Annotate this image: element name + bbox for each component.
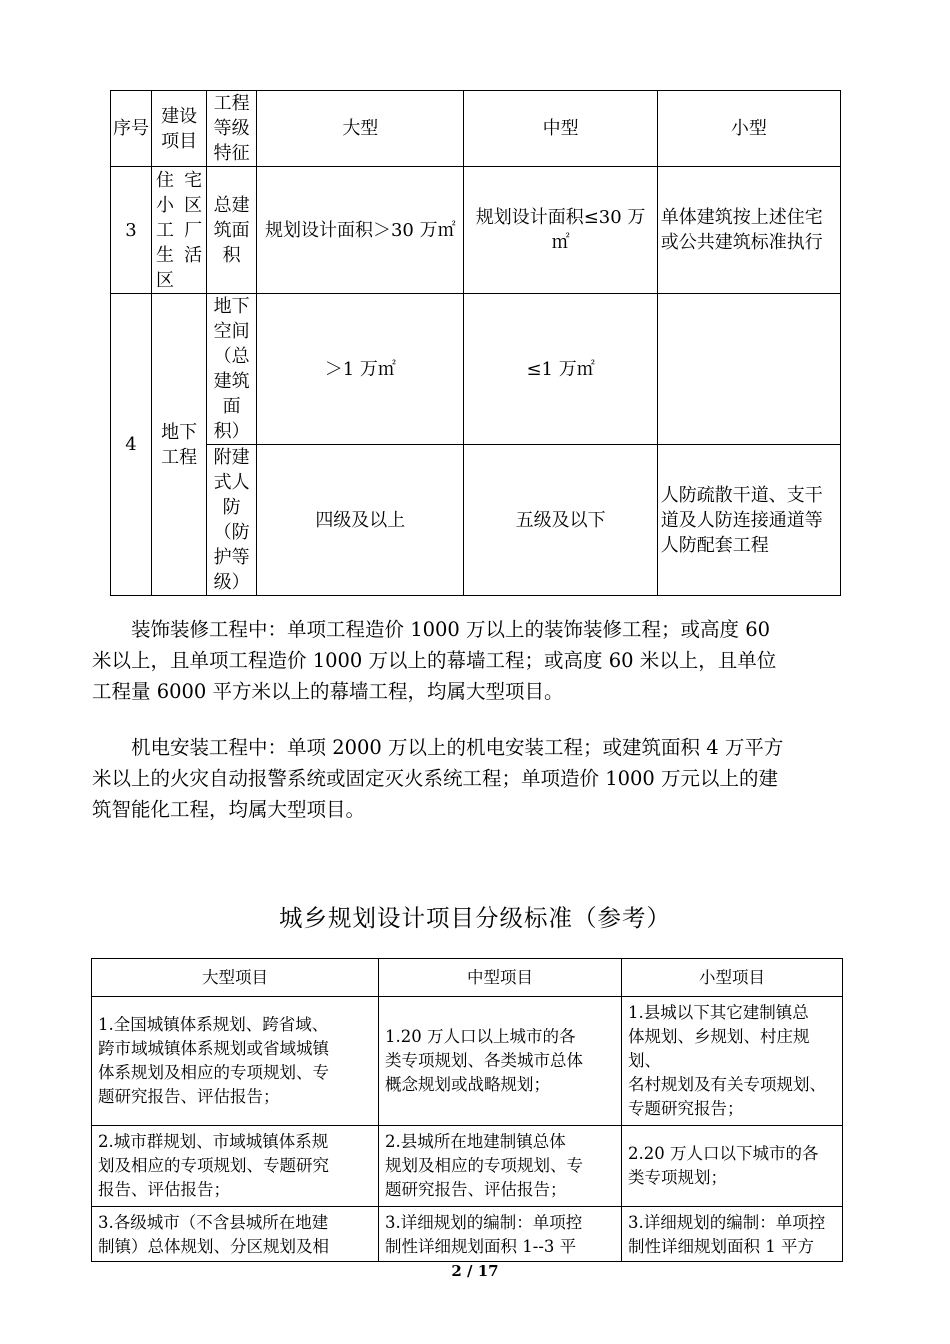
table-row [111, 294, 841, 445]
row4-sub1-large: ＞1 万㎡ [257, 294, 464, 445]
table-header-row [111, 91, 841, 167]
row3-medium: 规划设计面积≤30 万 ㎡ [464, 167, 657, 294]
row4-sub1-feature: 地下 空间 （总 建筑 面 积） [207, 294, 257, 445]
header-large: 大型 [257, 91, 464, 167]
table-row [92, 1207, 843, 1262]
header-no: 序号 [111, 91, 152, 167]
row3-no: 3 [111, 167, 152, 294]
header-medium-project: 中型项目 [379, 959, 622, 997]
row1-large: 1.全国城镇体系规划、跨省域、 跨市域城镇体系规划或省域城镇 体系规划及相应的专项规划、专 题研究报告、评估报告； [92, 997, 379, 1126]
engineering-grade-table [110, 90, 841, 596]
planning-grade-table [91, 958, 843, 1262]
row2-small: 2.20 万人口以下城市的各 类专项规划； [622, 1126, 843, 1207]
table-row [111, 445, 841, 596]
row4-sub2-medium: 五级及以下 [464, 445, 657, 596]
row4-sub2-feature: 附建 式人 防 （防 护等 级） [207, 445, 257, 596]
page-number: 2 / 17 [451, 1262, 499, 1280]
table-row [92, 1126, 843, 1207]
row1-small: 1.县城以下其它建制镇总 体规划、乡规划、村庄规划、 名村规划及有关专项规划、 专题研究报告； [622, 997, 843, 1126]
header-item: 建设 项目 [152, 91, 207, 167]
row4-sub1-small [657, 294, 840, 445]
row2-large: 2.城市群规划、市域城镇体系规 划及相应的专项规划、专题研究 报告、评估报告； [92, 1126, 379, 1207]
row4-sub1-medium: ≤1 万㎡ [464, 294, 657, 445]
table-header-row [92, 959, 843, 997]
header-large-project: 大型项目 [92, 959, 379, 997]
row3-large: 规划设计面积＞30 万㎡ [257, 167, 464, 294]
table-row [111, 167, 841, 294]
row3-item: 住 宅 小 区 工 厂 生 活 区 [152, 167, 207, 294]
header-small-project: 小型项目 [622, 959, 843, 997]
row4-sub2-small: 人防疏散干道、支干 道及人防连接通道等 人防配套工程 [657, 445, 840, 596]
row3-small: 3.详细规划的编制：单项控 制性详细规划面积 1 平方 [622, 1207, 843, 1262]
table-row [92, 997, 843, 1126]
row2-medium: 2.县城所在地建制镇总体 规划及相应的专项规划、专 题研究报告、评估报告； [379, 1126, 622, 1207]
header-feature: 工程 等级 特征 [207, 91, 257, 167]
row3-small: 单体建筑按上述住宅 或公共建筑标准执行 [657, 167, 840, 294]
row3-feature: 总建 筑面 积 [207, 167, 257, 294]
row4-no: 4 [111, 294, 152, 596]
row4-sub2-large: 四级及以上 [257, 445, 464, 596]
decoration-paragraph: 装饰装修工程中：单项工程造价 1000 万以上的装饰装修工程；或高度 60 米以上，且单项工程造价 1000 万以上的幕墙工程；或高度 60 米以上，且单位 工程量 6000 平方米以上的幕墙工程，均属大型项目。 [92, 618, 777, 703]
header-medium: 中型 [464, 91, 657, 167]
header-small: 小型 [657, 91, 840, 167]
section-title: 城乡规划设计项目分级标准（参考） [279, 904, 671, 932]
row1-medium: 1.20 万人口以上城市的各 类专项规划、各类城市总体 概念规划或战略规划； [379, 997, 622, 1126]
row3-medium: 3.详细规划的编制：单项控 制性详细规划面积 1--3 平 [379, 1207, 622, 1262]
row3-large: 3.各级城市（不含县城所在地建 制镇）总体规划、分区规划及相 [92, 1207, 379, 1262]
electromechanical-paragraph: 机电安装工程中：单项 2000 万以上的机电安装工程；或建筑面积 4 万平方 米以上的火灾自动报警系统或固定灭火系统工程；单项造价 1000 万元以上的建 筑智能化工程，均属大型项目。 [92, 736, 784, 821]
row4-item: 地下 工程 [152, 294, 207, 596]
